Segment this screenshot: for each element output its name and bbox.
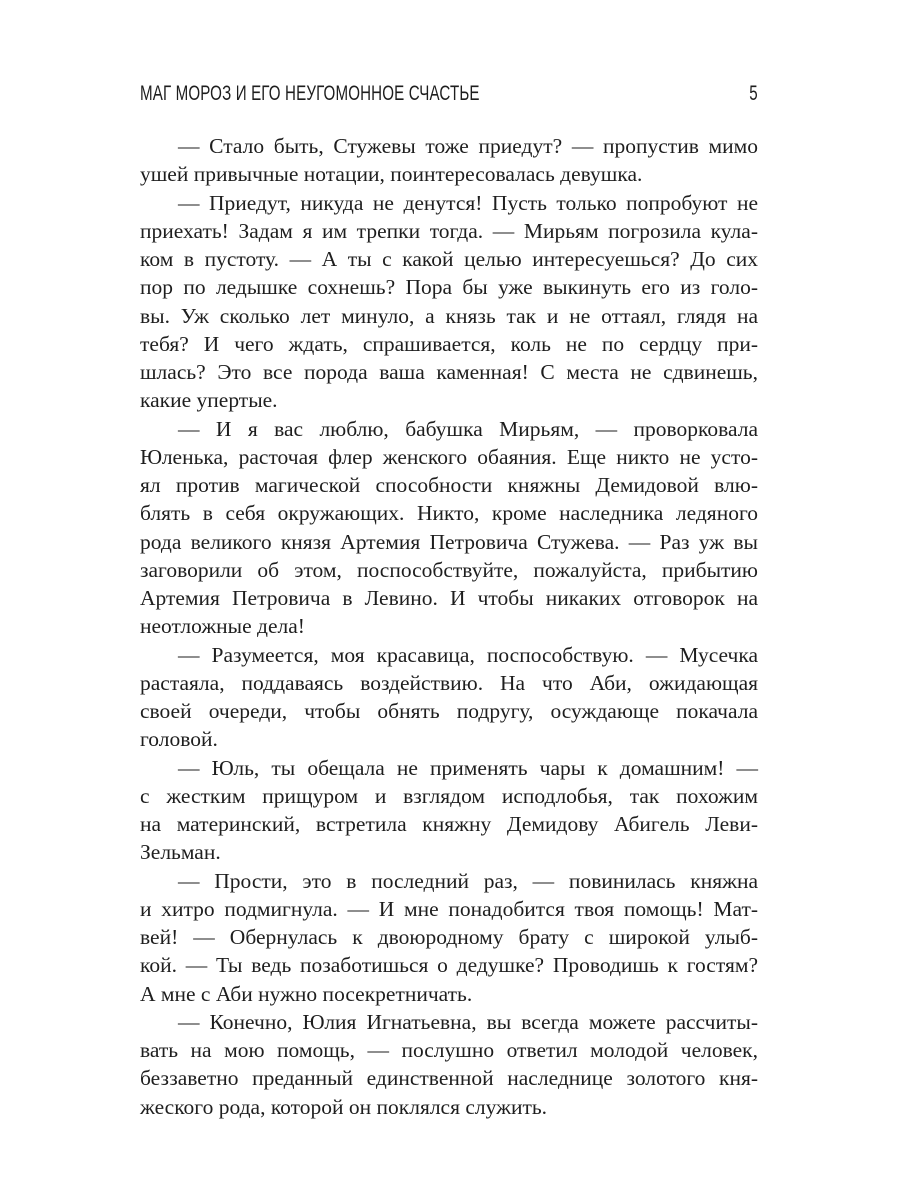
text-line: Артемия Петровича в Левино. И чтобы никаких отговорок на bbox=[140, 586, 758, 610]
text-line: Зельман. bbox=[140, 840, 221, 865]
paragraph bbox=[140, 754, 758, 867]
text-line: на материнский, встретила княжну Демидову Абигель Леви- bbox=[140, 812, 758, 836]
text-line: жеского рода, которой он поклялся служить. bbox=[140, 1094, 548, 1119]
text-line: вы. Уж сколько лет минуло, а князь так и не оттаял, глядя на bbox=[140, 303, 758, 328]
text-line: вей! — Обернулась к двоюродному брату с широкой улыб- bbox=[140, 925, 758, 949]
text-line: неотложные дела! bbox=[140, 614, 305, 639]
text-line: своей очереди, чтобы обнять подругу, осуждающе покачала bbox=[140, 699, 758, 723]
page-header bbox=[140, 82, 760, 112]
text-line: А мне с Аби нужно посекретничать. bbox=[140, 981, 473, 1006]
text-line: кой. — Ты ведь позаботишься о дедушке? Проводишь к гостям? bbox=[140, 953, 758, 978]
text-line: растаяла, поддаваясь воздействию. На что Аби, ожидающая bbox=[140, 670, 758, 695]
text-line: вать на мою помощь, — послушно ответил молодой человек, bbox=[140, 1038, 758, 1062]
text-line: головой. bbox=[140, 727, 218, 752]
text-line: — Разумеется, моя красавица, поспособствую. — Мусечка bbox=[178, 642, 758, 667]
text-line: — Приедут, никуда не денутся! Пусть только попробуют не bbox=[178, 190, 758, 215]
text-line: — Конечно, Юлия Игнатьевна, вы всегда можете рассчиты- bbox=[178, 1009, 758, 1034]
text-line: блять в себя окружающих. Никто, кроме наследника ледяного bbox=[140, 501, 758, 526]
text-line: ушей привычные нотации, поинтересовалась девушка. bbox=[140, 162, 643, 187]
paragraph bbox=[140, 415, 758, 641]
page-number: 5 bbox=[749, 82, 758, 105]
text-line: и хитро подмигнула. — И мне понадобится твоя помощь! Мат- bbox=[140, 896, 758, 921]
paragraph bbox=[140, 867, 758, 1008]
text-line: тебя? И чего ждать, спрашивается, коль не по сердцу при- bbox=[140, 331, 758, 356]
text-line: приехать! Задам я им трепки тогда. — Мирьям погрозила кула- bbox=[140, 218, 758, 243]
body-text bbox=[140, 132, 758, 1121]
text-line: ком в пустоту. — А ты с какой целью интересуешься? До сих bbox=[140, 247, 758, 271]
text-line: пор по ледышке сохнешь? Пора бы уже выкинуть его из голо- bbox=[140, 275, 758, 300]
text-line: шлась? Это все порода ваша каменная! С места не сдвинешь, bbox=[140, 360, 758, 384]
paragraph bbox=[140, 132, 758, 189]
text-line: Юленька, расточая флер женского обаяния. Еще никто не усто- bbox=[140, 444, 758, 469]
paragraph bbox=[140, 641, 758, 754]
paragraph bbox=[140, 1008, 758, 1121]
running-title: МАГ МОРОЗ И ЕГО НЕУГОМОННОЕ СЧАСТЬЕ bbox=[140, 82, 480, 105]
text-line: — Стало быть, Стужевы тоже приедут? — пропустив мимо bbox=[178, 134, 758, 158]
paragraph bbox=[140, 189, 758, 415]
text-line: с жестким прищуром и взглядом исподлобья, так похожим bbox=[140, 783, 758, 808]
text-line: какие упертые. bbox=[140, 388, 278, 413]
text-line: ял против магической способности княжны Демидовой влю- bbox=[140, 473, 758, 497]
text-line: — Юль, ты обещала не применять чары к домашним! — bbox=[178, 755, 758, 780]
text-line: — Прости, это в последний раз, — повинилась княжна bbox=[178, 868, 758, 893]
text-line: беззаветно преданный единственной наследнице золотого кня- bbox=[140, 1066, 758, 1091]
text-line: рода великого князя Артемия Петровича Стужева. — Раз уж вы bbox=[140, 529, 758, 554]
text-line: — И я вас люблю, бабушка Мирьям, — проворковала bbox=[178, 416, 758, 441]
text-line: заговорили об этом, поспособствуйте, пожалуйста, прибытию bbox=[140, 557, 758, 582]
